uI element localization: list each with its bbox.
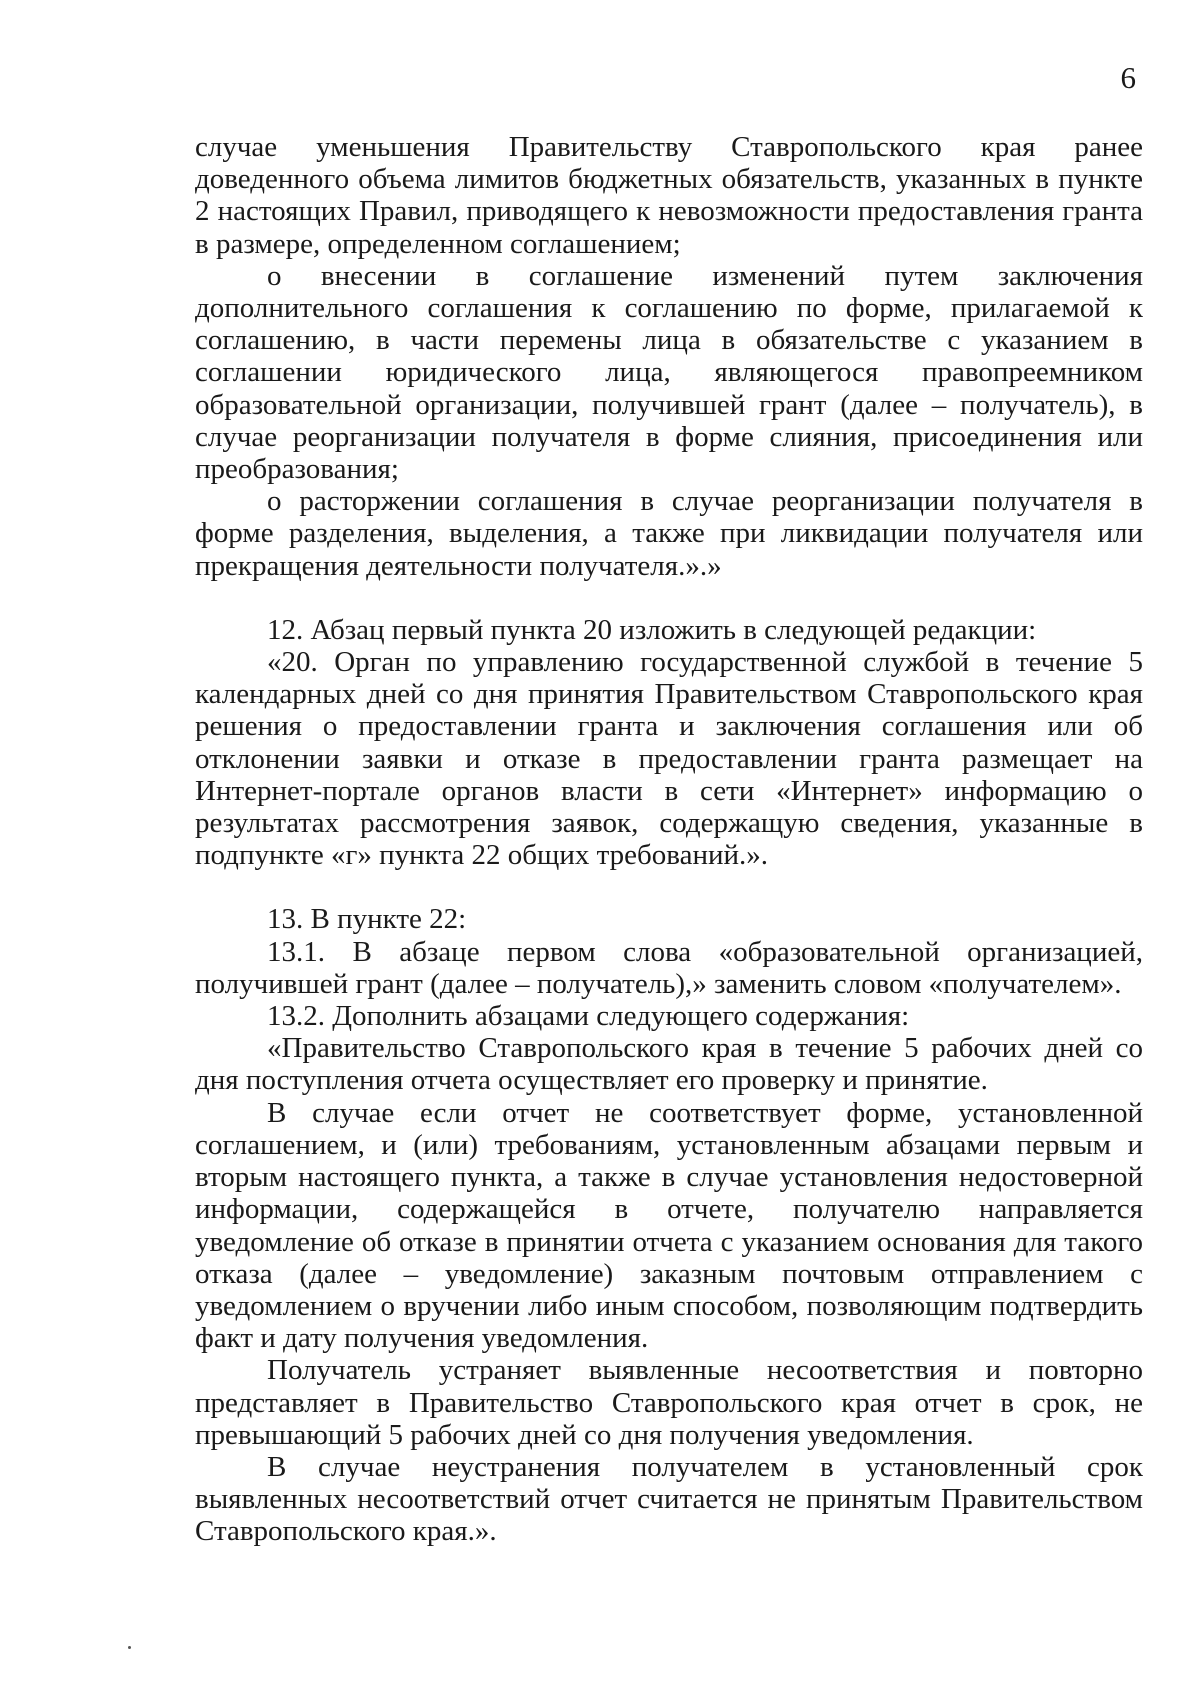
inserted-paragraph-3: Получатель устраняет выявленные несоответствия и повторно представляет в Правительство Ставропольского края отчет в срок, не превышающий 5 рабочих дней со дня получения уведомления. xyxy=(195,1354,1143,1451)
paragraph-continuation: случае уменьшения Правительству Ставропольского края ранее доведенного объема лимитов бюджетных обязательств, указанных в пункте 2 настоящих Правил, приводящего к невозможности предоставления гранта в размере, определенном соглашением; xyxy=(195,131,1143,260)
paragraph-termination-clause: о расторжении соглашения в случае реорганизации получателя в форме разделения, выделения, а также при ликвидации получателя или прекращения деятельности получателя.».» xyxy=(195,485,1143,582)
page-number: 6 xyxy=(1120,60,1136,95)
document-body xyxy=(195,131,1143,1548)
inserted-paragraph-2: В случае если отчет не соответствует форме, установленной соглашением, и (или) требованиям, установленным абзацами первым и вторым настоящего пункта, а также в случае установления недостоверной информации, содержащейся в отчете, получателю направляется уведомление об отказе в принятии отчета с указанием основания для такого отказа (далее – уведомление) заказным почтовым отправлением с уведомлением о вручении либо иным способом, позволяющим подтвердить факт и дату получения уведомления. xyxy=(195,1096,1143,1355)
inserted-paragraph-1: «Правительство Ставропольского края в течение 5 рабочих дней со дня поступления отчета осуществляет его проверку и принятие. xyxy=(195,1032,1143,1097)
paragraph-amendment-clause: о внесении в соглашение изменений путем заключения дополнительного соглашения к соглашению по форме, прилагаемой к соглашению, в части перемены лица в обязательстве с указанием в соглашении юридического лица, являющегося правопреемником образовательной организации, получившей грант (далее – получатель), в случае реорганизации получателя в форме слияния, присоединения или преобразования; xyxy=(195,259,1143,486)
item-13-1-text: 13.1. В абзаце первом слова «образовательной организацией, получившей грант (далее – получатель),» заменить словом «получателем». xyxy=(195,935,1143,1000)
item-13-2-text: 13.2. Дополнить абзацами следующего содержания: xyxy=(267,1000,910,1033)
item-12-heading: 12. Абзац первый пункта 20 изложить в следующей редакции: xyxy=(267,613,1037,646)
item-13-heading: 13. В пункте 22: xyxy=(267,903,467,936)
inserted-paragraph-4: В случае неустранения получателем в установленный срок выявленных несоответствий отчет считается не принятым Правительством Ставропольского края.». xyxy=(195,1450,1143,1548)
scan-speck xyxy=(128,1646,131,1649)
item-12-text: «20. Орган по управлению государственной службой в течение 5 календарных дней со дня принятия Правительством Ставропольского края решения о предоставлении гранта и заключения соглашения или об отклонении заявки и отказе в предоставлении гранта размещает на Интернет-портале органов власти в сети «Интернет» информацию о результатах рассмотрения заявок, содержащую сведения, указанные в подпункте «г» пункта 22 общих требований.». xyxy=(195,646,1143,872)
